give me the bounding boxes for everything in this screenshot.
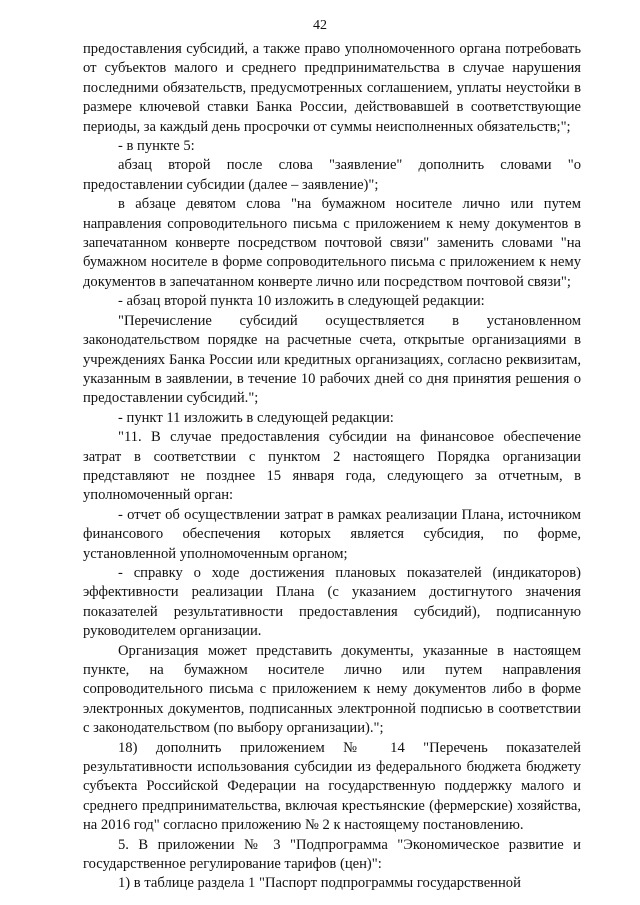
paragraph: 1) в таблице раздела 1 "Паспорт подпрограммы государственной: [118, 875, 521, 892]
paragraph: 5. В приложении № 3 "Подпрограмма "Экономическое развитие и государственное регулирование тарифов (цен)":: [83, 836, 581, 873]
paragraph: в абзаце девятом слова "на бумажном носителе лично или путем направления сопроводительного письма с приложением к нему документов в запечатанном конверте посредством почтовой связи" заменить словами "на бумажном носителе в форме сопроводительного письма с приложением к нему документов в запечатанном конверте лично или посредством почтовой связи";: [83, 196, 581, 290]
paragraph: 18) дополнить приложением № 14 "Перечень показателей результативности использования субсидии из федерального бюджета бюджету субъекта Российской Федерации на государственную поддержку малого и среднего предпринимательства, включая крестьянские (фермерские) хозяйства, на 2016 год" согласно приложению № 2 к настоящему постановлению.: [83, 739, 581, 834]
paragraph: Организация может представить документы, указанные в настоящем пункте, на бумажном носителе лично или путем направления сопроводительного письма с приложением к нему документов либо в форме электронных документов, подписанных электронной подписью в соответствии с законодательством (по выбору организации).";: [83, 642, 581, 737]
page-number: 42: [313, 18, 327, 33]
paragraph: - абзац второй пункта 10 изложить в следующей редакции:: [118, 293, 485, 310]
paragraph: абзац второй после слова "заявление" дополнить словами "о предоставлении субсидии (далее – заявление)";: [83, 157, 581, 193]
document-body: [83, 40, 581, 894]
paragraph: - пункт 11 изложить в следующей редакции:: [118, 409, 394, 426]
paragraph: "Перечисление субсидий осуществляется в установленном законодательством порядке на расчетные счета, открытые организациями в учреждениях Банка России или кредитных организациях, согласно реквизитам, указанным в заявлении, в течение 10 рабочих дней со дня принятия решения о предоставлении субсидий.";: [83, 312, 581, 407]
paragraph: - отчет об осуществлении затрат в рамках реализации Плана, источником финансового обеспечения которых является субсидия, по форме, установленной уполномоченным органом;: [83, 506, 581, 562]
paragraph: - справку о ходе достижения плановых показателей (индикаторов) эффективности реализации Плана (с указанием достигнутого значения показателей результативности предоставления субсидий), подписанную руководителем организации.: [83, 564, 581, 640]
paragraph: предоставления субсидий, а также право уполномоченного органа потребовать от субъектов малого и среднего предпринимательства в случае нарушения последними обязательств, предусмотренных соглашением, уплаты неустойки в размере ключевой ставки Банка России, действовавшей в соответствующие периоды, за каждый день просрочки от суммы неисполненных обязательств;";: [83, 41, 581, 135]
paragraph: - в пункте 5:: [118, 138, 195, 155]
paragraph: "11. В случае предоставления субсидии на финансовое обеспечение затрат в соответствии с пунктом 2 настоящего Порядка организации представляют не позднее 15 января года, следующего за отчетным, в уполномоченный орган:: [83, 429, 581, 504]
